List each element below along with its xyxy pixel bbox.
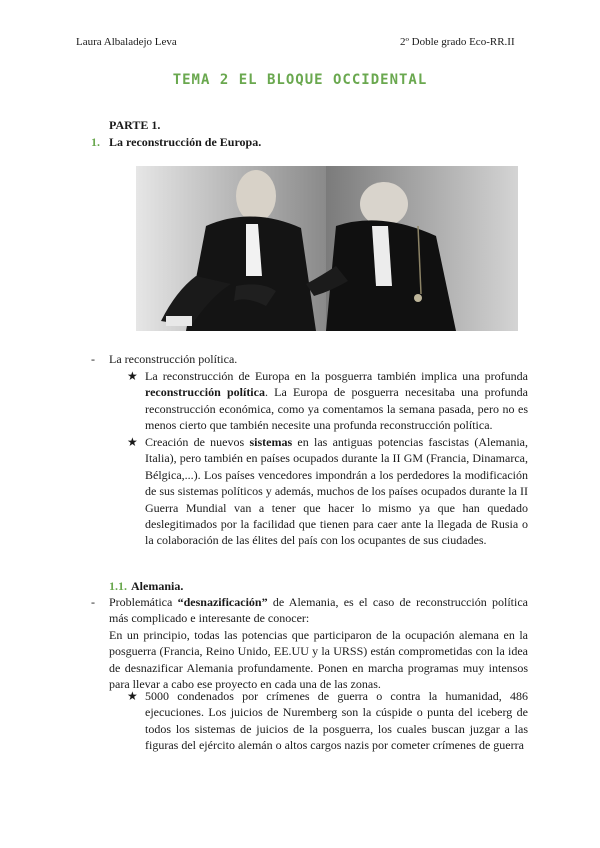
historical-photo [136, 166, 518, 331]
part-heading: PARTE 1. [109, 118, 161, 132]
header-author: Laura Albaladejo Leva [76, 36, 177, 48]
bullet2-item1: 5000 condenados por crímenes de guerra o contra la humanidad, 486 ejecuciones. Los juicios de Nuremberg son la cúspide o punta del iceberg de todos los sistemas de juicios de la posguerra, los cuales buscan juzgar a las figuras del ejército alemán o altos cargos nazis por cometer crímenes de guerra [145, 689, 528, 753]
section1-number: 1. [91, 135, 100, 149]
section11-title: Alemania. [131, 579, 184, 593]
bullet1-label: La reconstrucción política. [109, 352, 238, 366]
section1-title: La reconstrucción de Europa. [109, 135, 262, 149]
bullet2-dash: - [91, 595, 95, 609]
photo-illustration [136, 166, 518, 331]
star-icon: ★ [127, 689, 138, 703]
star-icon: ★ [127, 435, 138, 449]
bullet2-paragraph: En un principio, todas las potencias que participaron de la ocupación alemana en la posguerra (Francia, Reino Unido, EE.UU y la URSS) están comprometidas con la idea de desnazificar Alemania profundamente. Ponen en marcha programas muy intensos para llevar a cabo ese proyecto en cada una de las zonas. [109, 628, 528, 692]
bullet1-item2: Creación de nuevos sistemas en las antiguas potencias fascistas (Alemania, Italia), pero también en países ocupados durante la II GM (Francia, Dinamarca, Bélgica,...). Los países vencedores impondrán a los perdedores la modificación de sus sistemas políticos y además, muchos de los países ocupados durante la II Guerra Mundial van a tener que hacer lo mismo ya que han quedado deslegitimados por la facilidad que tienen para caer ante la llegada de Rusia o la colaboración de las élites del país con los ocupantes de sus ciudades. [145, 435, 528, 548]
bullet2-intro: Problemática “desnazificación” de Alemania, es el caso de reconstrucción política más complicado e interesante de conocer: [109, 595, 528, 626]
bullet1-dash: - [91, 352, 95, 366]
page-title: TEMA 2 EL BLOQUE OCCIDENTAL [172, 72, 428, 88]
bullet1-item1: La reconstrucción de Europa en la posguerra también implica una profunda reconstrucción política. La Europa de posguerra necesitaba una profunda reconstrucción económica, como ya comentamos la semana pasada, pero no es menos cierto que también necesite una profunda reconstrucción política. [145, 369, 528, 433]
star-icon: ★ [127, 369, 138, 383]
section11-number: 1.1. [109, 579, 127, 593]
header-course: 2º Doble grado Eco-RR.II [400, 36, 515, 48]
